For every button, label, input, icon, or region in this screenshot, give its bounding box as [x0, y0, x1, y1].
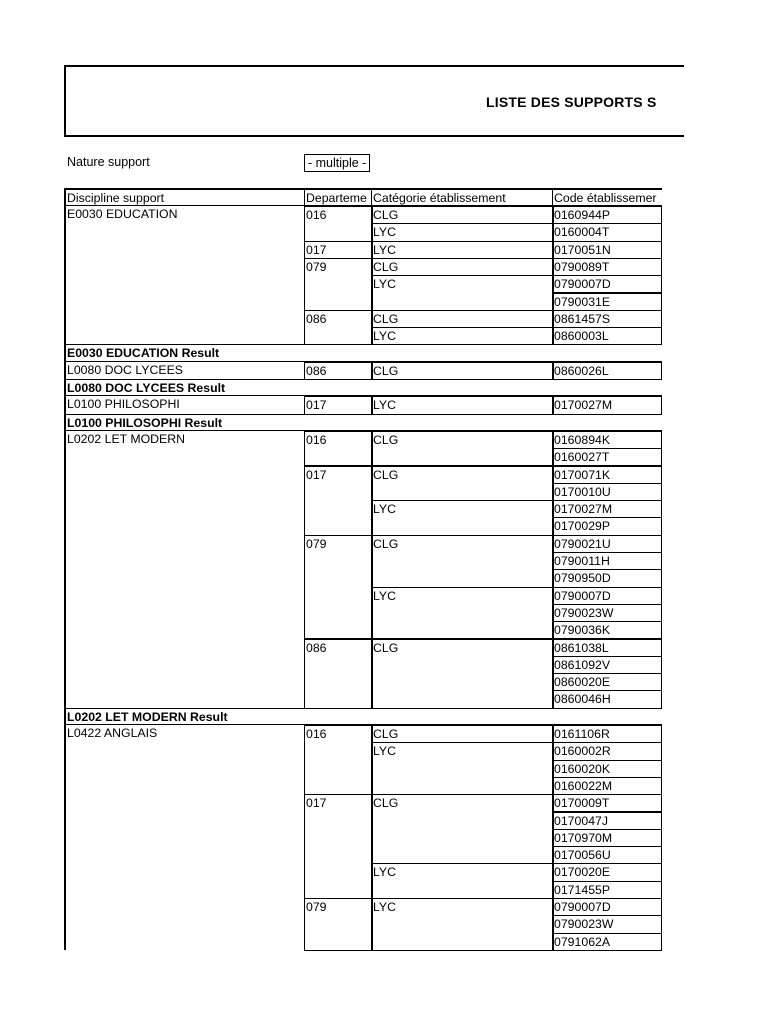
code-etablissement-cell[interactable]: 0860046H — [552, 690, 662, 708]
header-code[interactable]: Code établissemer — [552, 188, 662, 206]
code-etablissement-cell[interactable]: 0160004T — [552, 223, 662, 241]
discipline-cell[interactable]: L0080 DOC LYCEES — [67, 362, 183, 377]
categorie-cell[interactable]: LYC — [371, 275, 554, 311]
code-etablissement-cell[interactable]: 0170010U — [552, 483, 662, 501]
nature-support-filter[interactable]: - multiple - — [304, 154, 370, 172]
header-departement[interactable]: Departeme — [304, 188, 372, 206]
categorie-cell[interactable]: LYC — [371, 742, 554, 795]
code-etablissement-cell[interactable]: 0170029P — [552, 517, 662, 535]
categorie-cell[interactable]: LYC — [371, 587, 554, 640]
categorie-cell[interactable]: CLG — [371, 431, 554, 467]
categorie-cell[interactable]: LYC — [371, 223, 554, 241]
code-etablissement-cell[interactable]: 0790031E — [552, 293, 662, 311]
code-etablissement-cell[interactable]: 0170970M — [552, 829, 662, 847]
departement-cell[interactable]: 079 — [304, 535, 373, 640]
discipline-cell[interactable]: L0202 LET MODERN — [67, 431, 186, 446]
code-etablissement-cell[interactable]: 0861092V — [552, 656, 662, 674]
departement-cell[interactable]: 086 — [304, 639, 373, 709]
code-etablissement-cell[interactable]: 0160944P — [552, 206, 662, 224]
departement-cell[interactable]: 017 — [304, 241, 373, 259]
group-result-row[interactable]: L0100 PHILOSOPHI Result — [66, 414, 662, 431]
code-etablissement-cell[interactable]: 0160894K — [552, 431, 662, 449]
code-etablissement-cell[interactable]: 0860003L — [552, 327, 662, 345]
categorie-cell[interactable]: LYC — [371, 241, 554, 259]
code-etablissement-cell[interactable]: 0790007D — [552, 587, 662, 605]
departement-cell[interactable]: 079 — [304, 258, 373, 311]
categorie-cell[interactable]: LYC — [371, 500, 554, 536]
categorie-cell[interactable]: CLG — [371, 535, 554, 588]
departement-cell[interactable]: 017 — [304, 396, 373, 414]
departement-cell[interactable]: 079 — [304, 898, 373, 951]
categorie-cell[interactable]: CLG — [371, 206, 554, 224]
departement-cell[interactable]: 086 — [304, 310, 373, 346]
code-etablissement-cell[interactable]: 0170027M — [552, 396, 662, 414]
header-categorie[interactable]: Catégorie établissement — [371, 188, 553, 206]
departement-cell[interactable]: 017 — [304, 466, 373, 536]
departement-cell[interactable]: 016 — [304, 725, 373, 795]
code-etablissement-cell[interactable]: 0860026L — [552, 362, 662, 380]
code-etablissement-cell[interactable]: 0790021U — [552, 535, 662, 553]
departement-cell[interactable]: 016 — [304, 206, 373, 242]
categorie-cell[interactable]: LYC — [371, 327, 554, 345]
categorie-cell[interactable]: CLG — [371, 639, 554, 709]
categorie-cell[interactable]: CLG — [371, 794, 554, 864]
categorie-cell[interactable]: LYC — [371, 863, 554, 899]
code-etablissement-cell[interactable]: 0791062A — [552, 933, 662, 951]
code-etablissement-cell[interactable]: 0160020K — [552, 760, 662, 778]
code-etablissement-cell[interactable]: 0170009T — [552, 794, 662, 812]
code-etablissement-cell[interactable]: 0170056U — [552, 846, 662, 864]
discipline-cell[interactable]: L0100 PHILOSOPHI — [67, 397, 180, 412]
discipline-cell[interactable]: L0422 ANGLAIS — [67, 726, 158, 740]
group-result-row[interactable]: L0080 DOC LYCEES Result — [66, 379, 662, 396]
code-etablissement-cell[interactable]: 0160002R — [552, 742, 662, 760]
departement-cell[interactable]: 016 — [304, 431, 373, 467]
categorie-cell[interactable]: CLG — [371, 466, 554, 502]
code-etablissement-cell[interactable]: 0790036K — [552, 621, 662, 639]
code-etablissement-cell[interactable]: 0861038L — [552, 639, 662, 657]
departement-cell[interactable]: 086 — [304, 362, 373, 380]
categorie-cell[interactable]: CLG — [371, 362, 554, 380]
code-etablissement-cell[interactable]: 0170020E — [552, 863, 662, 881]
code-etablissement-cell[interactable]: 0790023W — [552, 915, 662, 933]
discipline-cell[interactable]: E0030 EDUCATION — [67, 207, 178, 221]
code-etablissement-cell[interactable]: 0790007D — [552, 898, 662, 916]
code-etablissement-cell[interactable]: 0790011H — [552, 552, 662, 570]
code-etablissement-cell[interactable]: 0790023W — [552, 604, 662, 622]
nature-support-label: Nature support — [67, 155, 150, 169]
code-etablissement-cell[interactable]: 0861457S — [552, 310, 662, 328]
code-etablissement-cell[interactable]: 0160027T — [552, 448, 662, 466]
code-etablissement-cell[interactable]: 0170051N — [552, 241, 662, 259]
categorie-cell[interactable]: CLG — [371, 258, 554, 276]
report-title: LISTE DES SUPPORTS S — [486, 94, 657, 110]
departement-cell[interactable]: 017 — [304, 794, 373, 899]
code-etablissement-cell[interactable]: 0790089T — [552, 258, 662, 276]
code-etablissement-cell[interactable]: 0161106R — [552, 725, 662, 743]
code-etablissement-cell[interactable]: 0170071K — [552, 466, 662, 484]
code-etablissement-cell[interactable]: 0790007D — [552, 275, 662, 293]
code-etablissement-cell[interactable]: 0170027M — [552, 500, 662, 518]
categorie-cell[interactable]: LYC — [371, 396, 554, 414]
categorie-cell[interactable]: LYC — [371, 898, 554, 951]
code-etablissement-cell[interactable]: 0860020E — [552, 673, 662, 691]
code-etablissement-cell[interactable]: 0160022M — [552, 777, 662, 795]
categorie-cell[interactable]: CLG — [371, 310, 554, 328]
code-etablissement-cell[interactable]: 0170047J — [552, 812, 662, 830]
group-result-row[interactable]: L0202 LET MODERN Result — [66, 708, 662, 725]
code-etablissement-cell[interactable]: 0171455P — [552, 881, 662, 899]
categorie-cell[interactable]: CLG — [371, 725, 554, 743]
header-discipline[interactable]: Discipline support — [66, 188, 305, 206]
code-etablissement-cell[interactable]: 0790950D — [552, 569, 662, 587]
group-result-row[interactable]: E0030 EDUCATION Result — [66, 344, 662, 361]
